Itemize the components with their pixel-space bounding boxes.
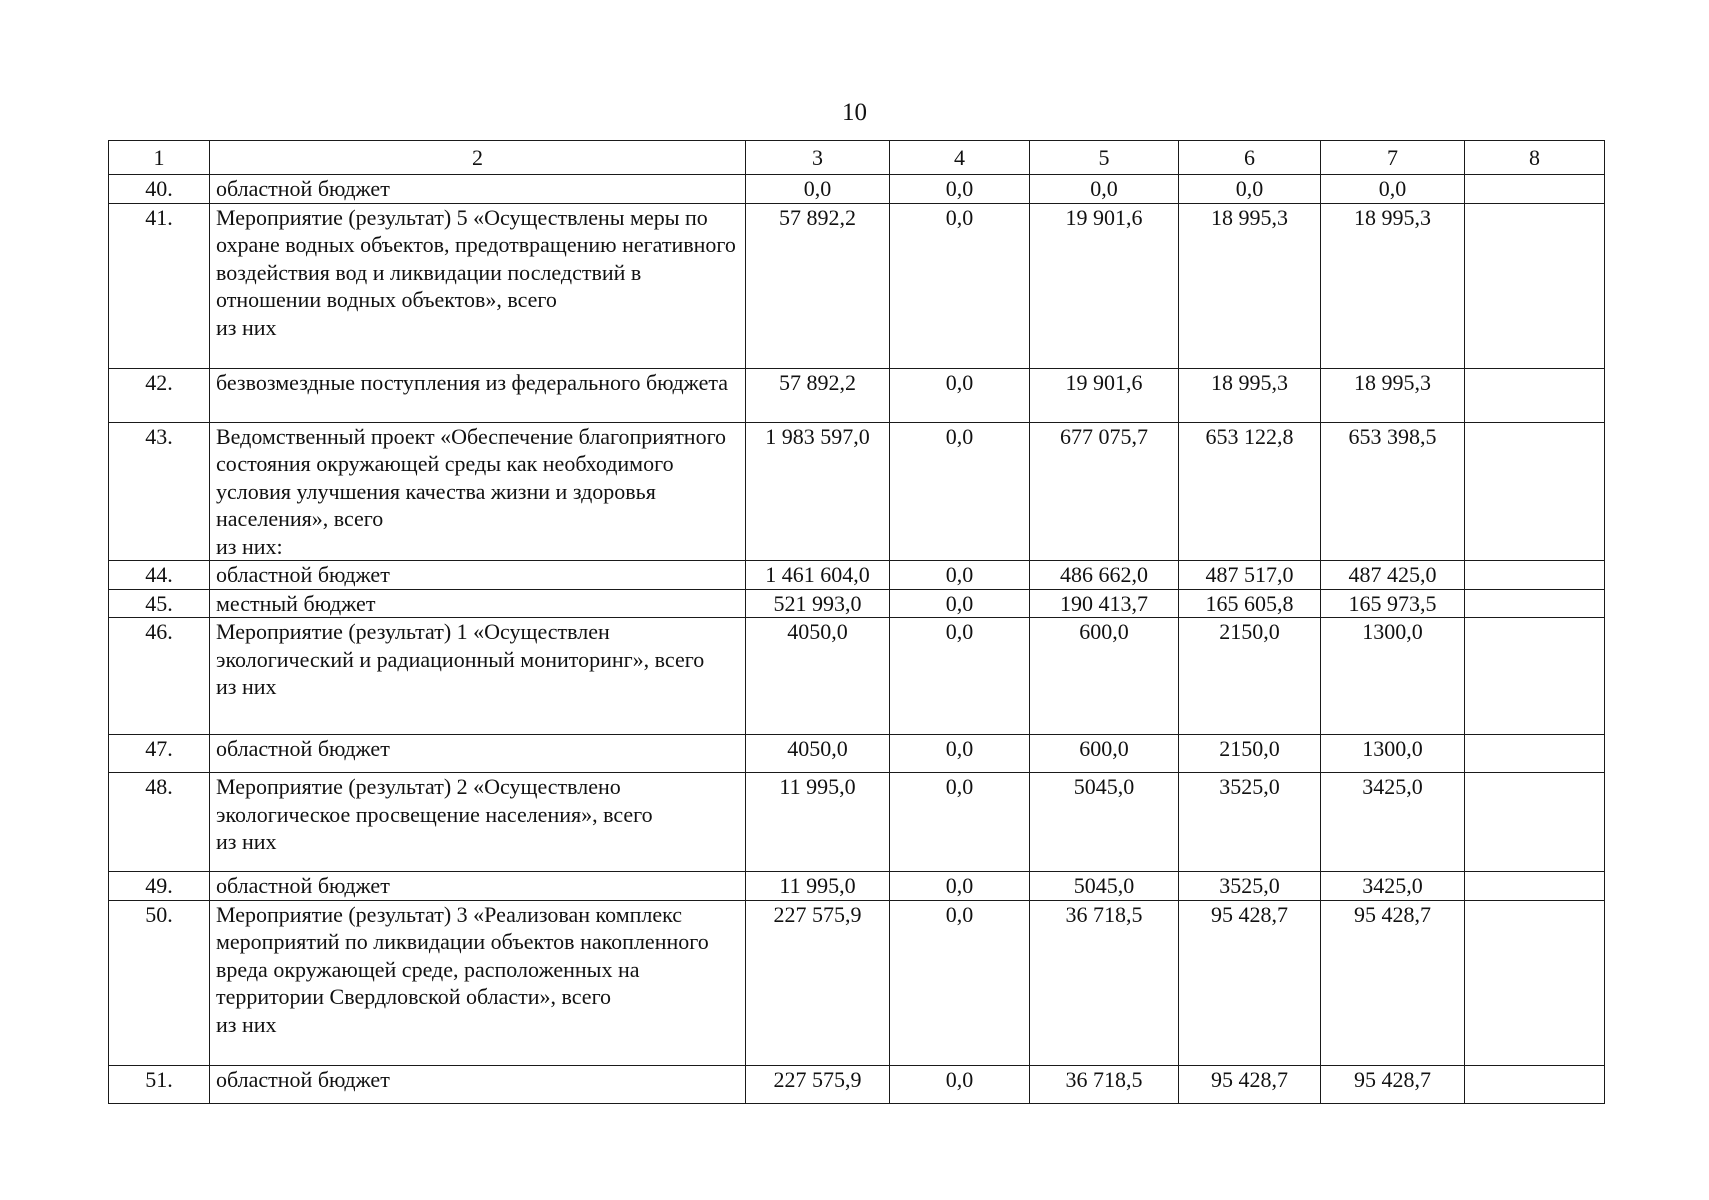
table-body [109,175,1605,1104]
table-row [109,735,1605,773]
cell-col-7: 95 428,7 [1321,1065,1465,1103]
cell-col-3: 227 575,9 [746,900,890,1065]
cell-col-5: 600,0 [1030,618,1179,735]
cell-col-6: 18 995,3 [1179,203,1321,368]
header-col-2: 2 [210,141,746,175]
table-row [109,900,1605,1065]
cell-col-8 [1465,203,1605,368]
header-col-1: 1 [109,141,210,175]
row-number: 47. [109,735,210,773]
cell-col-7: 1300,0 [1321,618,1465,735]
cell-col-6: 3525,0 [1179,773,1321,872]
row-description: областной бюджет [210,175,746,204]
cell-col-4: 0,0 [890,872,1030,901]
cell-col-4: 0,0 [890,368,1030,422]
cell-col-3: 11 995,0 [746,872,890,901]
cell-col-4: 0,0 [890,735,1030,773]
cell-col-5: 5045,0 [1030,773,1179,872]
row-description: Мероприятие (результат) 1 «Осуществлен экологический и радиационный мониторинг», всего из них [210,618,746,735]
cell-col-7: 95 428,7 [1321,900,1465,1065]
cell-col-5: 600,0 [1030,735,1179,773]
cell-col-5: 19 901,6 [1030,203,1179,368]
cell-col-5: 36 718,5 [1030,1065,1179,1103]
row-description: областной бюджет [210,735,746,773]
budget-table [108,140,1605,1104]
page-number: 10 [842,99,867,126]
cell-col-5: 36 718,5 [1030,900,1179,1065]
cell-col-3: 57 892,2 [746,203,890,368]
cell-col-4: 0,0 [890,773,1030,872]
cell-col-7: 3425,0 [1321,872,1465,901]
cell-col-8 [1465,1065,1605,1103]
header-col-6: 6 [1179,141,1321,175]
cell-col-8 [1465,561,1605,590]
row-description: Ведомственный проект «Обеспечение благоприятного состояния окружающей среды как необходимого условия улучшения качества жизни и здоровья населения», всего из них: [210,422,746,561]
table-row [109,618,1605,735]
cell-col-3: 57 892,2 [746,368,890,422]
cell-col-5: 19 901,6 [1030,368,1179,422]
cell-col-7: 3425,0 [1321,773,1465,872]
header-col-7: 7 [1321,141,1465,175]
cell-col-6: 653 122,8 [1179,422,1321,561]
table-row [109,175,1605,204]
cell-col-3: 0,0 [746,175,890,204]
cell-col-6: 487 517,0 [1179,561,1321,590]
cell-col-3: 227 575,9 [746,1065,890,1103]
cell-col-8 [1465,618,1605,735]
table-row [109,203,1605,368]
cell-col-3: 4050,0 [746,735,890,773]
row-description: областной бюджет [210,1065,746,1103]
cell-col-6: 95 428,7 [1179,900,1321,1065]
cell-col-3: 1 461 604,0 [746,561,890,590]
cell-col-3: 1 983 597,0 [746,422,890,561]
cell-col-8 [1465,872,1605,901]
cell-col-4: 0,0 [890,1065,1030,1103]
cell-col-6: 2150,0 [1179,735,1321,773]
cell-col-8 [1465,368,1605,422]
cell-col-7: 18 995,3 [1321,368,1465,422]
row-number: 50. [109,900,210,1065]
cell-col-5: 486 662,0 [1030,561,1179,590]
cell-col-7: 18 995,3 [1321,203,1465,368]
row-number: 51. [109,1065,210,1103]
cell-col-7: 653 398,5 [1321,422,1465,561]
cell-col-6: 0,0 [1179,175,1321,204]
cell-col-7: 0,0 [1321,175,1465,204]
cell-col-4: 0,0 [890,618,1030,735]
header-col-8: 8 [1465,141,1605,175]
cell-col-8 [1465,735,1605,773]
row-number: 40. [109,175,210,204]
row-description: Мероприятие (результат) 3 «Реализован комплекс мероприятий по ликвидации объектов накопленного вреда окружающей среде, расположенных на территории Свердловской области», всего из них [210,900,746,1065]
row-number: 41. [109,203,210,368]
table-header [109,141,1605,175]
cell-col-7: 487 425,0 [1321,561,1465,590]
cell-col-5: 190 413,7 [1030,589,1179,618]
cell-col-6: 95 428,7 [1179,1065,1321,1103]
table-row [109,773,1605,872]
table-row [109,589,1605,618]
row-description: областной бюджет [210,561,746,590]
table-row [109,1065,1605,1103]
header-col-3: 3 [746,141,890,175]
cell-col-6: 18 995,3 [1179,368,1321,422]
header-col-5: 5 [1030,141,1179,175]
row-description: Мероприятие (результат) 5 «Осуществлены меры по охране водных объектов, предотвращению негативного воздействия вод и ликвидации последствий в отношении водных объектов», всего из них [210,203,746,368]
row-description: безвозмездные поступления из федерального бюджета [210,368,746,422]
row-number: 46. [109,618,210,735]
row-number: 49. [109,872,210,901]
cell-col-3: 4050,0 [746,618,890,735]
cell-col-3: 521 993,0 [746,589,890,618]
cell-col-5: 0,0 [1030,175,1179,204]
cell-col-4: 0,0 [890,175,1030,204]
cell-col-8 [1465,422,1605,561]
cell-col-8 [1465,900,1605,1065]
row-number: 43. [109,422,210,561]
cell-col-7: 165 973,5 [1321,589,1465,618]
row-number: 44. [109,561,210,590]
table-row [109,561,1605,590]
header-col-4: 4 [890,141,1030,175]
cell-col-6: 2150,0 [1179,618,1321,735]
cell-col-4: 0,0 [890,561,1030,590]
cell-col-4: 0,0 [890,422,1030,561]
cell-col-4: 0,0 [890,589,1030,618]
header-row [109,141,1605,175]
cell-col-8 [1465,175,1605,204]
cell-col-7: 1300,0 [1321,735,1465,773]
cell-col-6: 3525,0 [1179,872,1321,901]
cell-col-8 [1465,589,1605,618]
cell-col-8 [1465,773,1605,872]
row-description: областной бюджет [210,872,746,901]
row-description: Мероприятие (результат) 2 «Осуществлено экологическое просвещение населения», всего из них [210,773,746,872]
row-number: 42. [109,368,210,422]
cell-col-4: 0,0 [890,203,1030,368]
table-row [109,872,1605,901]
cell-col-5: 677 075,7 [1030,422,1179,561]
cell-col-4: 0,0 [890,900,1030,1065]
cell-col-5: 5045,0 [1030,872,1179,901]
row-number: 45. [109,589,210,618]
cell-col-6: 165 605,8 [1179,589,1321,618]
row-number: 48. [109,773,210,872]
cell-col-3: 11 995,0 [746,773,890,872]
table-row [109,368,1605,422]
row-description: местный бюджет [210,589,746,618]
table-row [109,422,1605,561]
